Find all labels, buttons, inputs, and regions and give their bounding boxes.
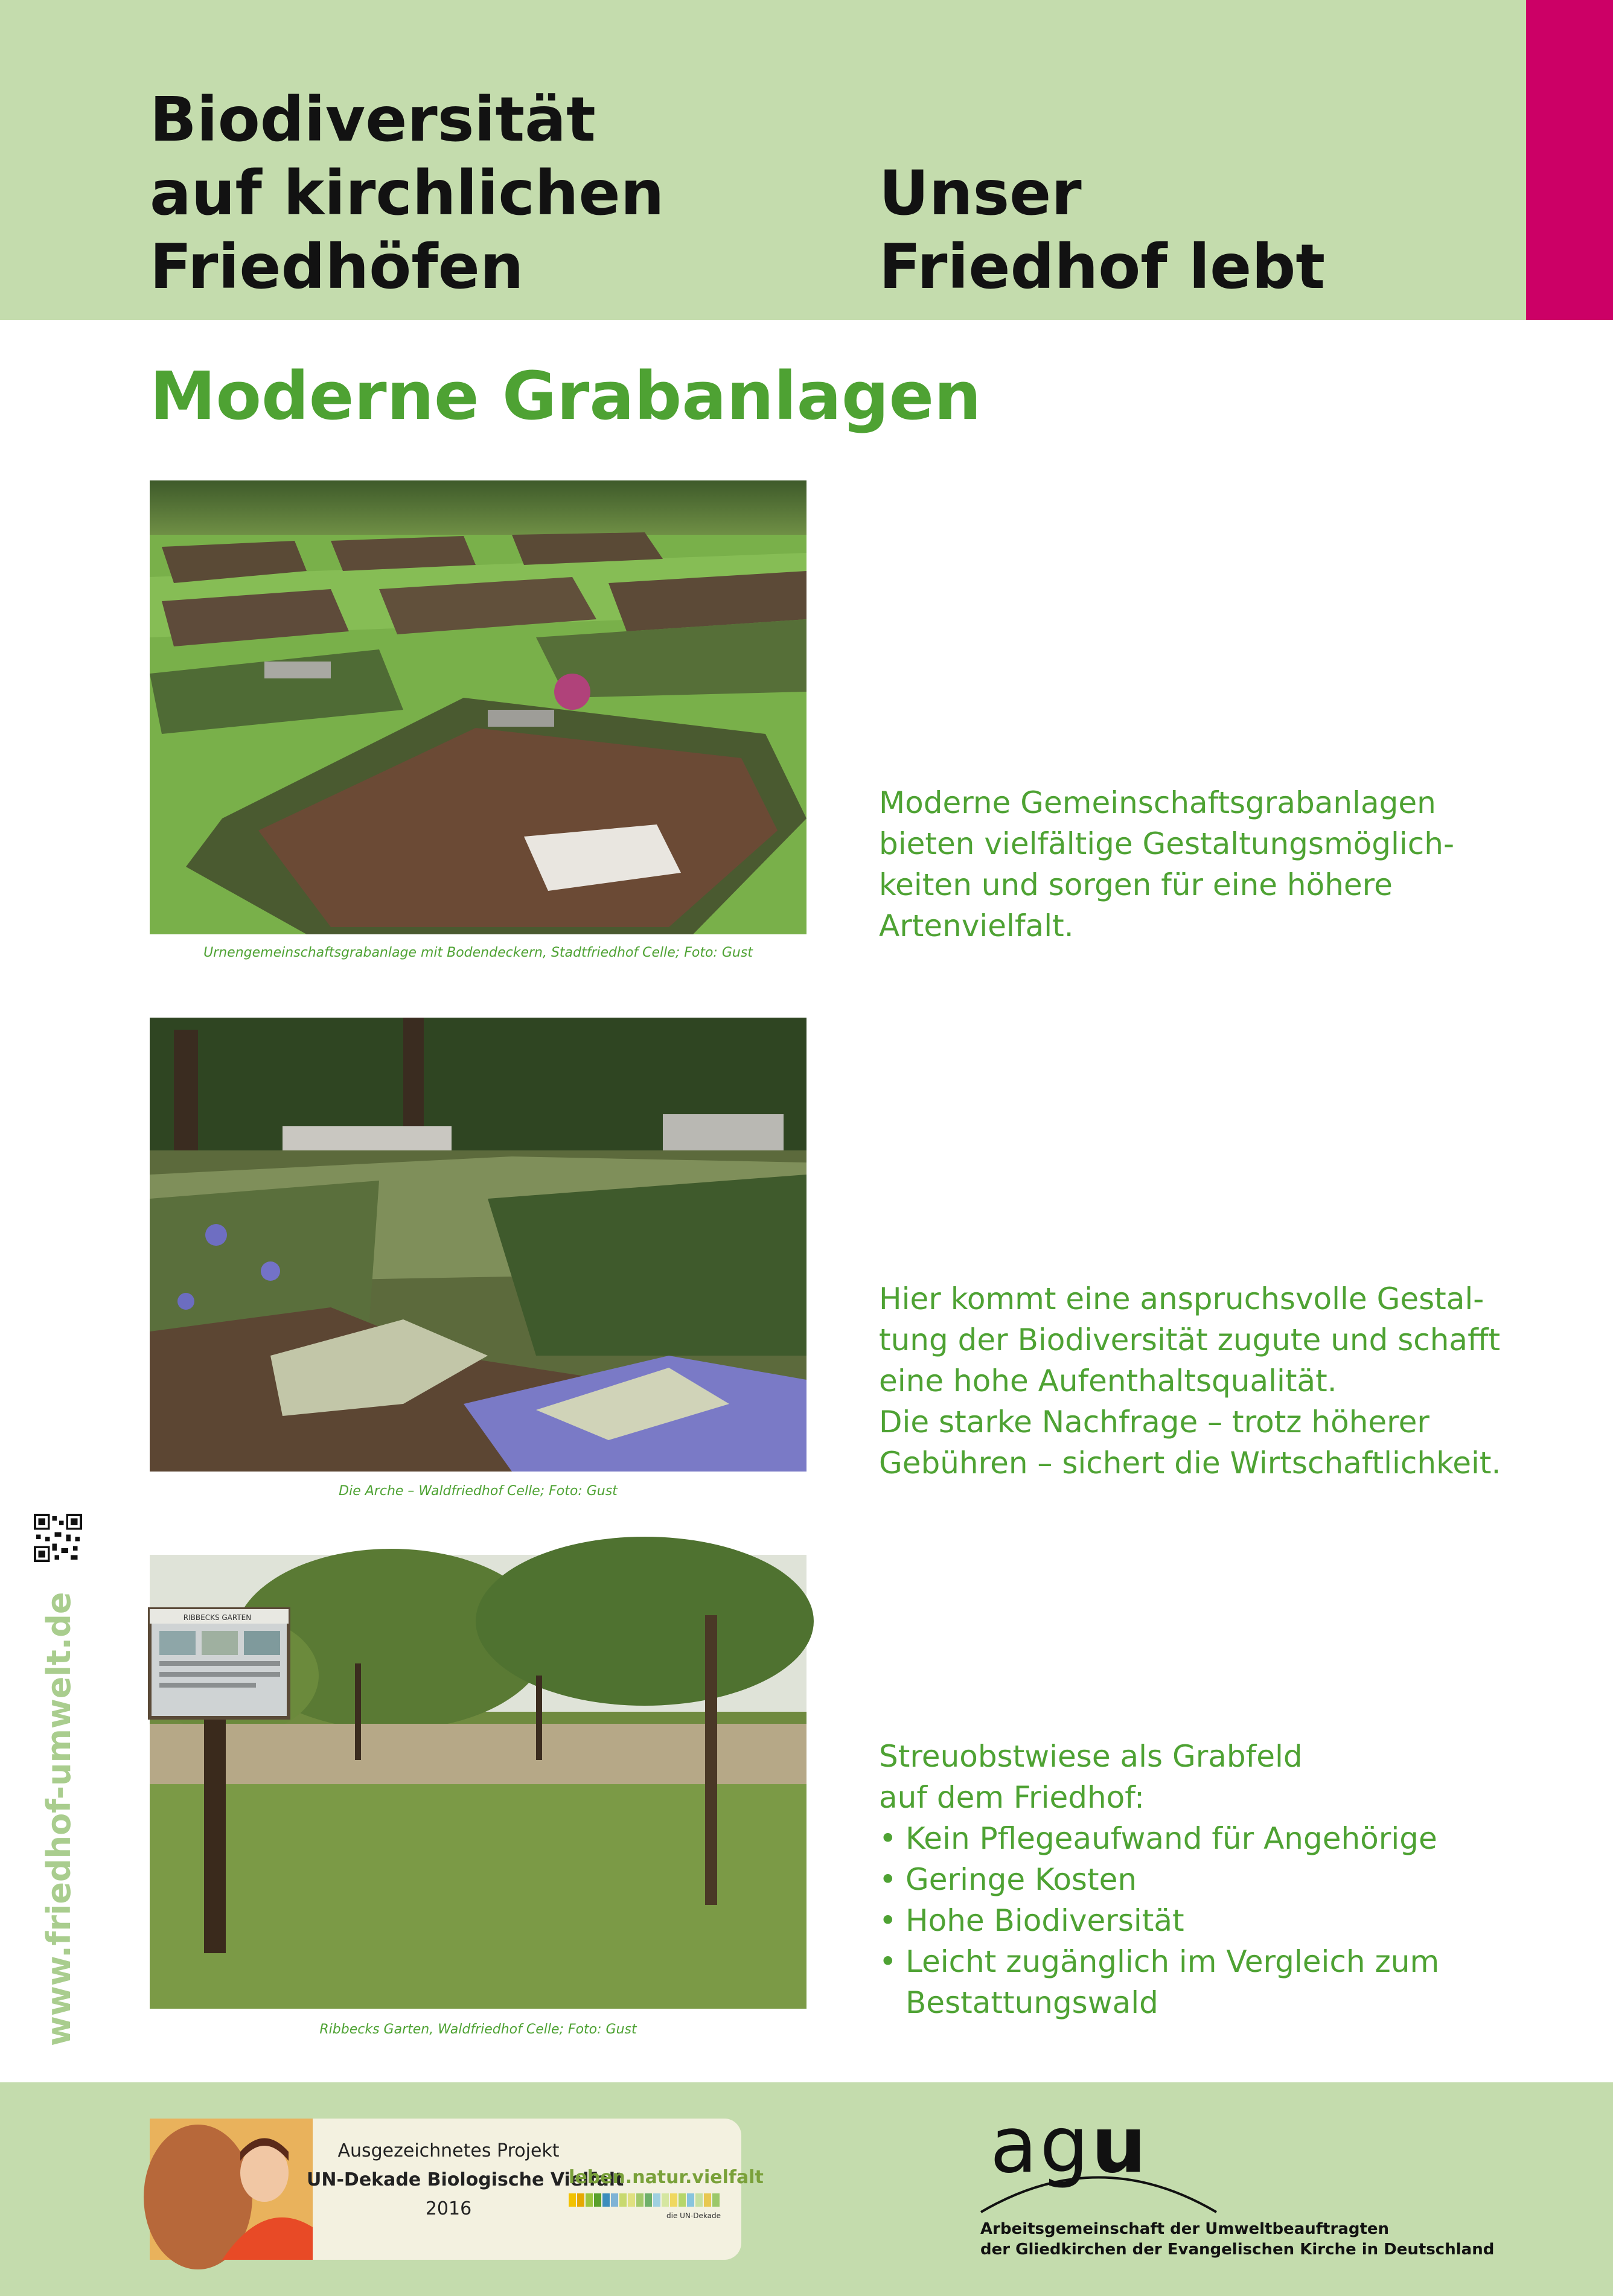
bullet-marker: •	[879, 1944, 897, 1979]
bullet-text: Kein Pflegeaufwand für Angehörige	[906, 1821, 1437, 1856]
text-line: Streuobstwiese als Grabfeld	[879, 1739, 1303, 1774]
photo-caption: Die Arche – Waldfriedhof Celle; Foto: Gust	[339, 1484, 618, 1499]
text-line: auf dem Friedhof:	[879, 1780, 1145, 1815]
agu-organization-name	[980, 2219, 1494, 2260]
agu-name-line: der Gliedkirchen der Evangelischen Kirche in Deutschland	[980, 2240, 1495, 2259]
agu-logo-letters: ag	[990, 2100, 1091, 2190]
bullet-marker: •	[879, 1862, 897, 1897]
award-line: Ausgezeichnetes Projekt	[337, 2140, 560, 2161]
agu-logo-letter-u: u	[1091, 2100, 1149, 2190]
award-line: UN-Dekade Biologische Vielfalt	[307, 2169, 624, 2190]
bullet-text: Hohe Biodiversität	[906, 1903, 1184, 1938]
title-line: Friedhöfen	[150, 231, 524, 303]
qr-code-icon[interactable]	[34, 1514, 82, 1562]
bullet-text: Leicht zugänglich im Vergleich zum	[906, 1944, 1440, 1979]
text-line: Moderne Gemeinschaftsgrabanlagen	[879, 785, 1436, 820]
text-line: Hier kommt eine anspruchsvolle Gestal-	[879, 1281, 1484, 1316]
text-line: eine hohe Aufenthaltsqualität.	[879, 1363, 1337, 1398]
bullet-marker: •	[879, 1903, 897, 1938]
bullet-item	[879, 1900, 1543, 1941]
award-badge	[150, 2119, 764, 2260]
bullet-continuation	[879, 1982, 1543, 2023]
title-line: auf kirchlichen	[150, 158, 665, 229]
un-decade-logo-text: leben.natur.vielfalt	[569, 2167, 764, 2188]
agu-name-line: Arbeitsgemeinschaft der Umweltbeauftragten	[980, 2220, 1390, 2238]
un-decade-logo-subtext: die UN-Dekade	[666, 2211, 721, 2220]
description-text	[879, 1736, 1543, 2023]
website-url[interactable]: www.friedhof-umwelt.de	[40, 1592, 78, 2046]
photo-ribbecks-garden	[150, 1555, 806, 2009]
bullet-marker: •	[879, 1821, 897, 1856]
bullet-item	[879, 1859, 1543, 1900]
subtitle-line: Friedhof lebt	[879, 231, 1326, 303]
description-text	[879, 1278, 1543, 1484]
text-line: keiten und sorgen für eine höhere	[879, 867, 1393, 902]
bullet-item	[879, 1818, 1543, 1859]
section-title: Moderne Grabanlagen	[150, 357, 982, 435]
text-line: bieten vielfältige Gestaltungsmöglich-	[879, 826, 1455, 861]
description-text	[879, 782, 1543, 946]
subtitle-line: Unser	[879, 158, 1082, 229]
text-line: tung der Biodiversität zugute und schafft	[879, 1322, 1501, 1357]
color-bars-icon	[569, 2193, 720, 2207]
bullet-text: Geringe Kosten	[906, 1862, 1137, 1897]
photo-caption: Ribbecks Garten, Waldfriedhof Celle; Foto: Gust	[319, 2022, 637, 2037]
photo-caption: Urnengemeinschaftsgrabanlage mit Bodendeckern, Stadtfriedhof Celle; Foto: Gust	[203, 945, 753, 960]
award-photo-icon	[150, 2119, 313, 2260]
text-line: Artenvielfalt.	[879, 908, 1074, 943]
accent-bar	[1526, 0, 1613, 320]
award-year: 2016	[425, 2198, 472, 2219]
agu-arc-icon	[978, 2149, 1219, 2215]
photo-arche-garden	[150, 1018, 806, 1472]
text-line: Gebühren – sichert die Wirtschaftlichkeit.	[879, 1446, 1501, 1481]
photo-urn-graves	[150, 480, 806, 934]
award-text	[307, 2137, 624, 2224]
text-line: Die starke Nachfrage – trotz höherer	[879, 1405, 1429, 1440]
title-line: Biodiversität	[150, 84, 596, 156]
bullet-text: Bestattungswald	[906, 1985, 1158, 2020]
sign-title: RIBBECKS GARTEN	[183, 1613, 252, 1622]
poster-title	[150, 83, 850, 304]
poster-subtitle	[879, 157, 1519, 304]
bullet-item	[879, 1941, 1543, 1982]
